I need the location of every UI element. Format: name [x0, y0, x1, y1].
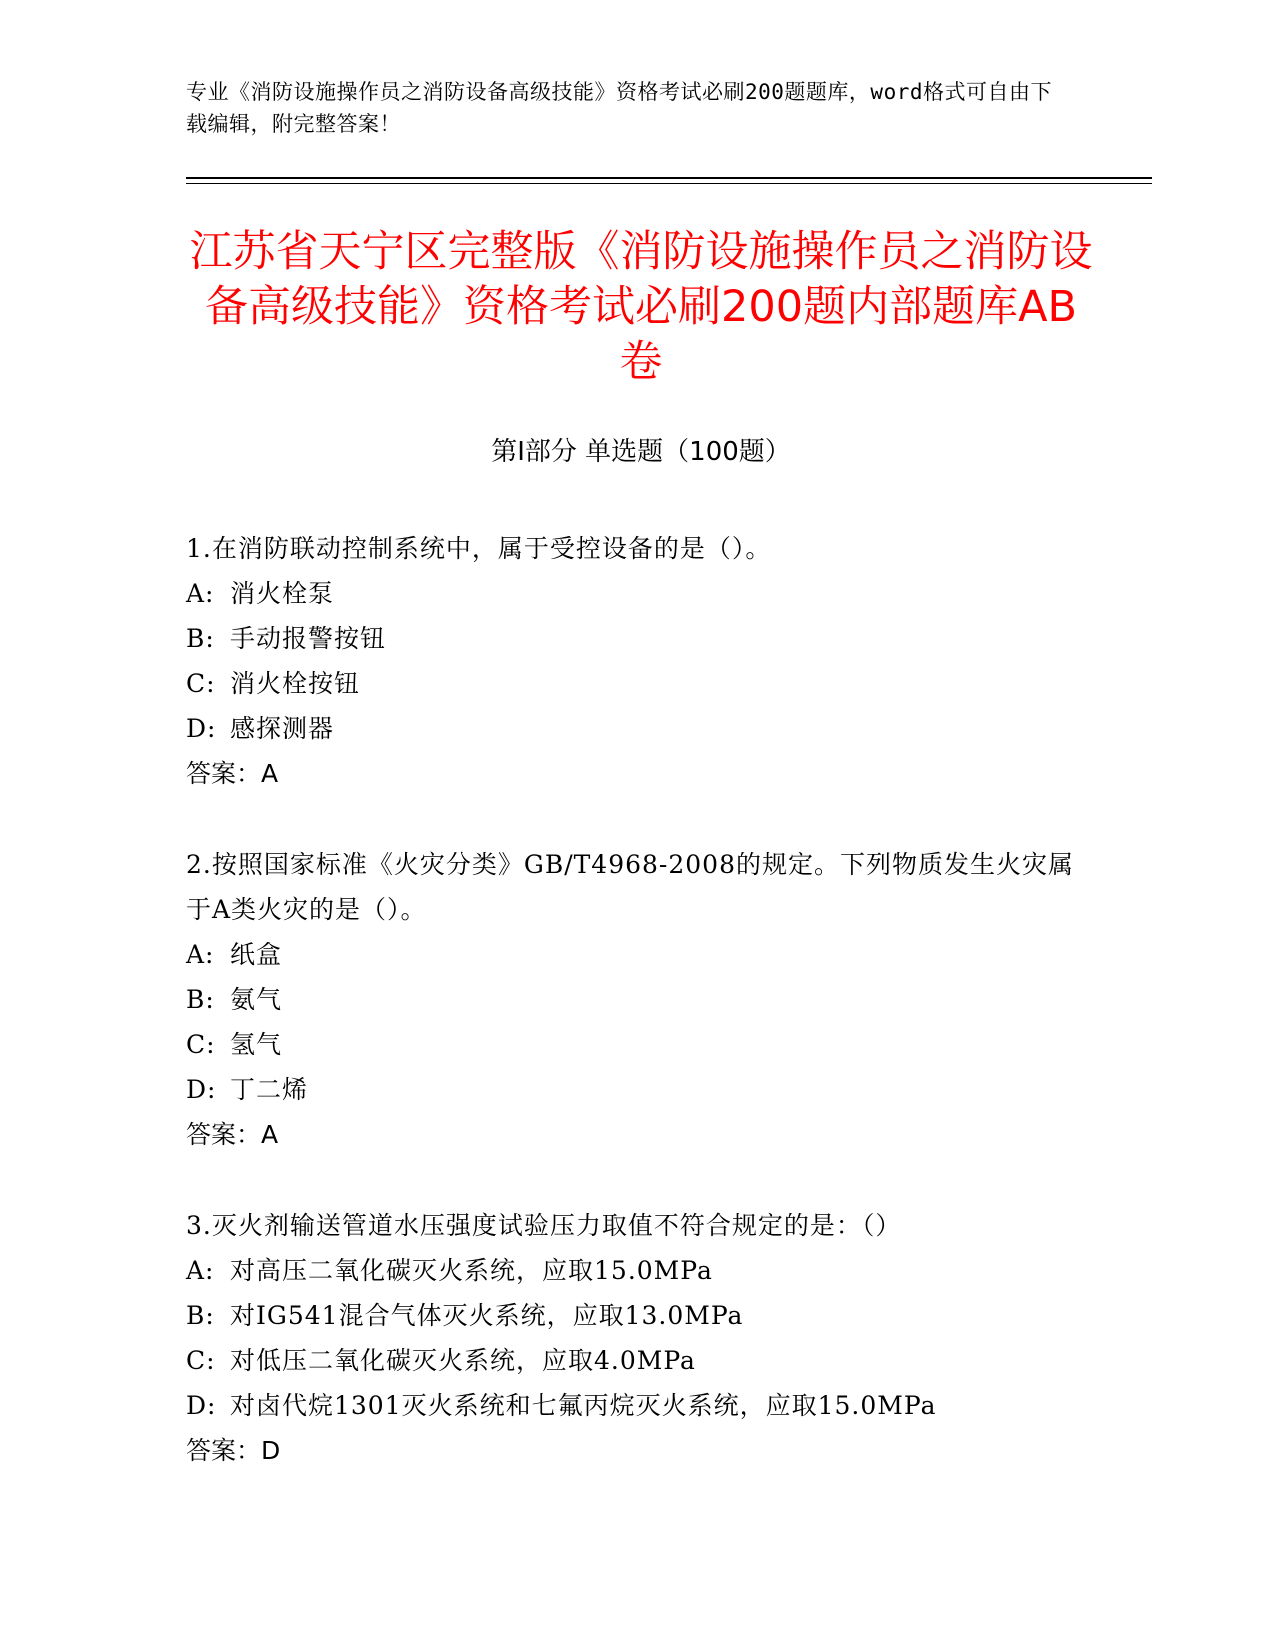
question-list: [186, 526, 1086, 1519]
option-text: 手动报警按钮: [230, 624, 387, 653]
option-text: 对低压二氧化碳灭火系统，应取4.0MPa: [230, 1346, 696, 1375]
option-label: A:: [186, 1256, 215, 1285]
option-label: B:: [186, 985, 215, 1014]
question-stem: 1.在消防联动控制系统中，属于受控设备的是（）。: [186, 534, 772, 563]
option-text: 丁二烯: [230, 1075, 309, 1104]
section-title: 第Ⅰ部分 单选题（100题）: [491, 437, 791, 467]
question-stem: 3.灭火剂输送管道水压强度试验压力取值不符合规定的是：（）: [186, 1211, 902, 1240]
question-stem: 2.按照国家标准《火灾分类》GB/T4968-2008的规定。下列物质发生火灾属于A类火灾的是（）。: [186, 850, 1074, 924]
option-label: C:: [186, 1346, 216, 1375]
question-1: [186, 526, 1086, 796]
answer: 答案：D: [186, 1436, 281, 1465]
header-note: 专业《消防设施操作员之消防设备高级技能》资格考试必刷200题题库，word格式可自由下载编辑，附完整答案！: [186, 80, 1052, 136]
option-label: D:: [186, 1391, 217, 1420]
option-text: 感探测器: [230, 714, 335, 743]
option-a: [186, 932, 1086, 977]
header-divider-thick: [186, 177, 1152, 179]
document-title: 江苏省天宁区完整版《消防设施操作员之消防设备高级技能》资格考试必刷200题内部题库AB卷: [189, 227, 1093, 387]
option-text: 对卤代烷1301灭火系统和七氟丙烷灭火系统，应取15.0MPa: [230, 1391, 937, 1420]
option-b: [186, 1293, 1086, 1338]
question-2: [186, 842, 1086, 1157]
option-d: [186, 1383, 1086, 1428]
option-text: 对高压二氧化碳灭火系统，应取15.0MPa: [230, 1256, 713, 1285]
option-text: 消火栓按钮: [230, 669, 361, 698]
option-a: [186, 571, 1086, 616]
option-c: [186, 661, 1086, 706]
option-label: A:: [186, 579, 215, 608]
option-text: 氢气: [230, 1030, 283, 1059]
option-label: C:: [186, 1030, 216, 1059]
option-d: [186, 706, 1086, 751]
option-text: 对IG541混合气体灭火系统，应取13.0MPa: [230, 1301, 744, 1330]
option-d: [186, 1067, 1086, 1112]
answer: 答案：A: [186, 759, 279, 788]
option-c: [186, 1022, 1086, 1067]
option-label: D:: [186, 1075, 217, 1104]
option-text: 消火栓泵: [230, 579, 335, 608]
option-a: [186, 1248, 1086, 1293]
option-b: [186, 616, 1086, 661]
option-b: [186, 977, 1086, 1022]
option-text: 纸盒: [230, 940, 283, 969]
answer: 答案：A: [186, 1120, 279, 1149]
option-label: C:: [186, 669, 216, 698]
option-label: A:: [186, 940, 215, 969]
option-text: 氨气: [230, 985, 283, 1014]
option-label: B:: [186, 1301, 215, 1330]
option-c: [186, 1338, 1086, 1383]
question-3: [186, 1203, 1086, 1473]
option-label: B:: [186, 624, 215, 653]
header-divider-thin: [186, 183, 1152, 184]
option-label: D:: [186, 714, 217, 743]
